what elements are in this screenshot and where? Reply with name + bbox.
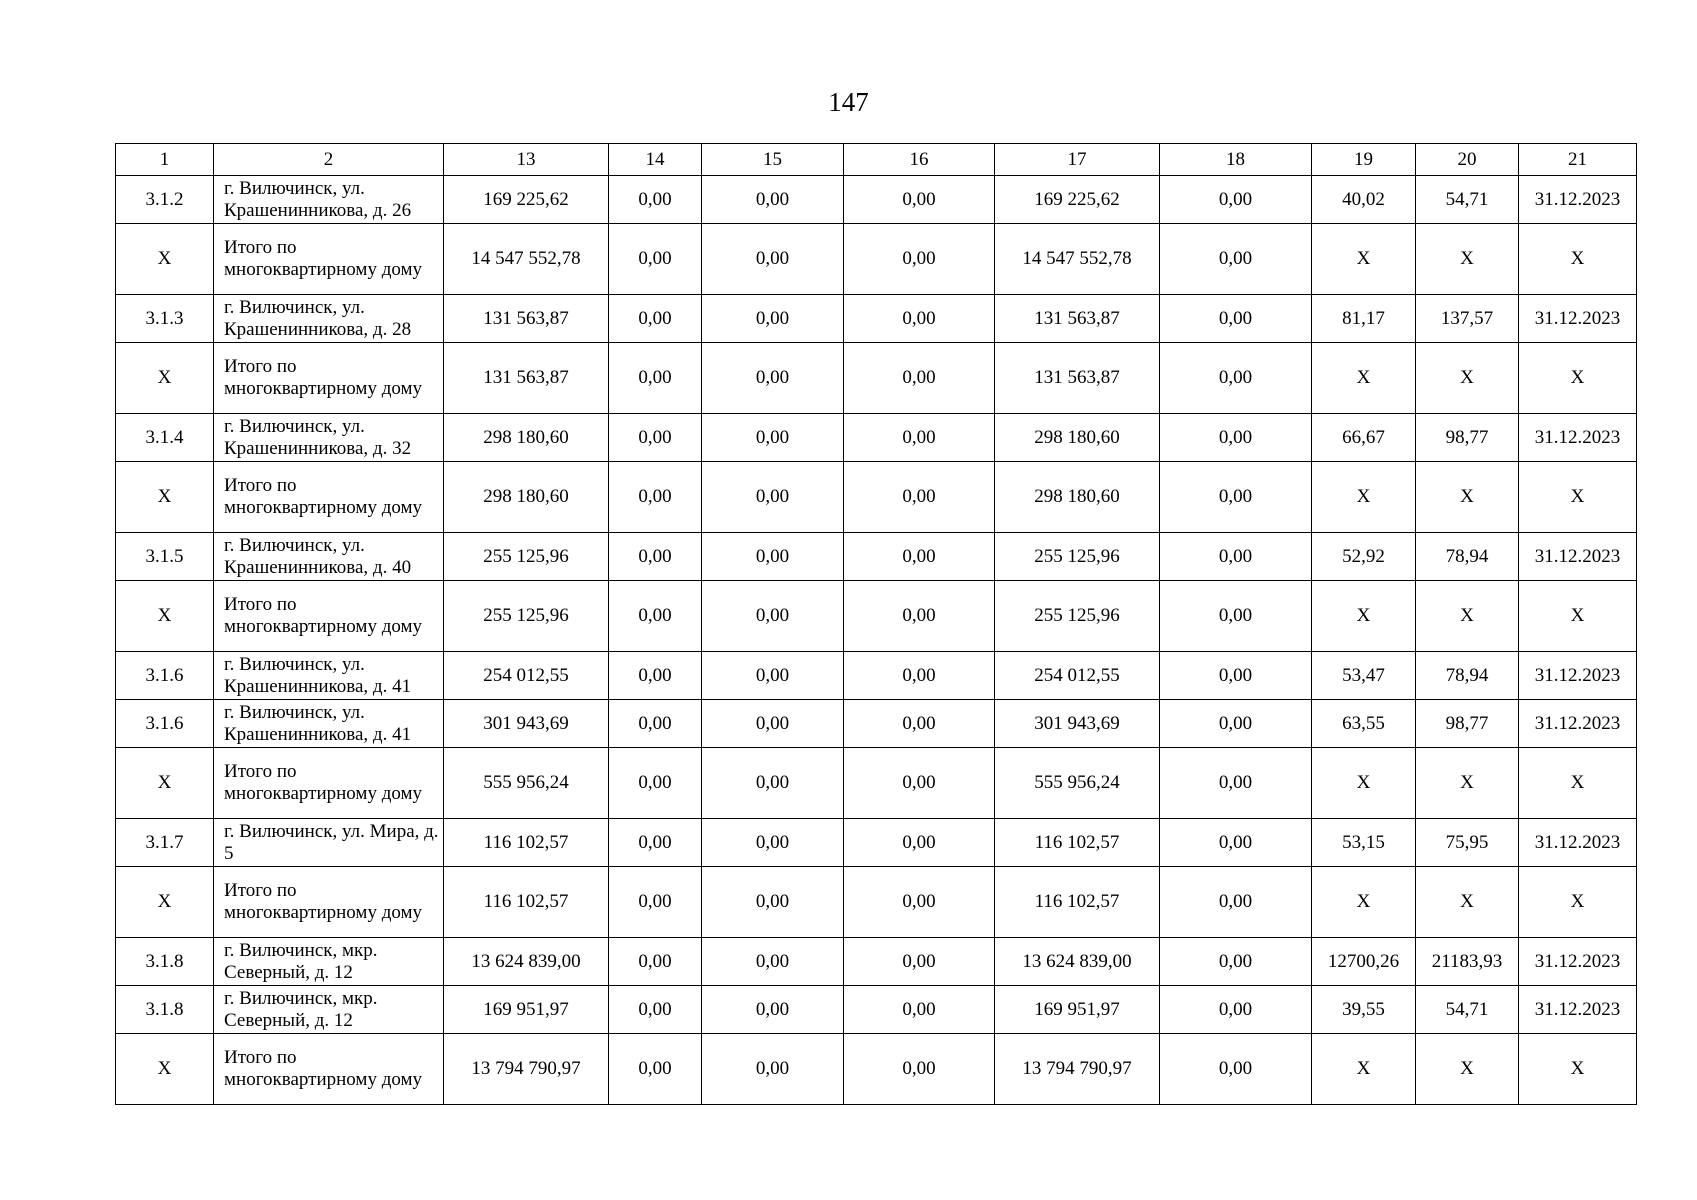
table-cell: X — [1416, 462, 1519, 533]
table-cell: 0,00 — [1160, 343, 1312, 414]
table-cell: 54,71 — [1416, 986, 1519, 1034]
table-cell: 3.1.5 — [116, 533, 214, 581]
table-cell: 40,02 — [1312, 176, 1416, 224]
table-cell: 555 956,24 — [444, 748, 609, 819]
table-cell: X — [1519, 748, 1637, 819]
table-cell: 0,00 — [702, 1034, 844, 1105]
table-row-total — [116, 462, 1637, 533]
table-cell: 254 012,55 — [995, 652, 1160, 700]
table-cell: Итого по многоквартирному дому — [214, 1034, 444, 1105]
table-cell: 169 951,97 — [995, 986, 1160, 1034]
table-cell: 39,55 — [1312, 986, 1416, 1034]
table-cell: 0,00 — [844, 986, 995, 1034]
table-cell: 0,00 — [702, 462, 844, 533]
table-cell: 137,57 — [1416, 295, 1519, 343]
table-cell: X — [1519, 224, 1637, 295]
table-cell: 0,00 — [1160, 867, 1312, 938]
table-cell: 0,00 — [702, 176, 844, 224]
table-cell: 0,00 — [1160, 462, 1312, 533]
table-cell: 0,00 — [609, 581, 702, 652]
header-row — [116, 144, 1637, 176]
table-cell: 0,00 — [1160, 819, 1312, 867]
table-cell: 0,00 — [1160, 1034, 1312, 1105]
table-row — [116, 986, 1637, 1034]
table-cell: 0,00 — [1160, 938, 1312, 986]
table-cell: 0,00 — [1160, 652, 1312, 700]
table-cell: X — [1416, 748, 1519, 819]
table-cell: X — [1519, 581, 1637, 652]
table-cell: X — [1312, 867, 1416, 938]
table-cell: 131 563,87 — [995, 343, 1160, 414]
table-cell: г. Вилючинск, ул. Крашенинникова, д. 26 — [214, 176, 444, 224]
table-cell: 0,00 — [1160, 224, 1312, 295]
table-cell: 75,95 — [1416, 819, 1519, 867]
table-cell: X — [116, 581, 214, 652]
table-cell: 255 125,96 — [444, 533, 609, 581]
table-cell: X — [1519, 343, 1637, 414]
column-header: 1 — [116, 144, 214, 176]
table-cell: 0,00 — [702, 343, 844, 414]
table-cell: 0,00 — [1160, 581, 1312, 652]
table-cell: 0,00 — [702, 748, 844, 819]
table-cell: 14 547 552,78 — [995, 224, 1160, 295]
table-cell: 53,47 — [1312, 652, 1416, 700]
table-cell: X — [1416, 1034, 1519, 1105]
table-cell: 0,00 — [609, 224, 702, 295]
table-cell: 0,00 — [609, 533, 702, 581]
table-cell: 0,00 — [609, 748, 702, 819]
table-cell: X — [1519, 867, 1637, 938]
table-cell: 0,00 — [1160, 414, 1312, 462]
table-cell: г. Вилючинск, мкр. Северный, д. 12 — [214, 986, 444, 1034]
table-body — [116, 176, 1637, 1105]
table-cell: 0,00 — [609, 986, 702, 1034]
table-cell: 301 943,69 — [444, 700, 609, 748]
table-cell: 31.12.2023 — [1519, 938, 1637, 986]
table-cell: 0,00 — [702, 986, 844, 1034]
table-cell: 0,00 — [844, 343, 995, 414]
table-cell: г. Вилючинск, ул. Мира, д. 5 — [214, 819, 444, 867]
table-cell: X — [1416, 581, 1519, 652]
table-cell: 169 225,62 — [444, 176, 609, 224]
table-cell: 0,00 — [609, 343, 702, 414]
table-cell: 0,00 — [844, 819, 995, 867]
table-cell: 301 943,69 — [995, 700, 1160, 748]
table-cell: 14 547 552,78 — [444, 224, 609, 295]
table-cell: X — [1312, 581, 1416, 652]
table-cell: 31.12.2023 — [1519, 819, 1637, 867]
table-cell: 78,94 — [1416, 652, 1519, 700]
table-cell: 0,00 — [609, 1034, 702, 1105]
table-cell: 0,00 — [702, 533, 844, 581]
table-cell: 31.12.2023 — [1519, 533, 1637, 581]
table-cell: 66,67 — [1312, 414, 1416, 462]
table-cell: X — [1312, 224, 1416, 295]
table-cell: 81,17 — [1312, 295, 1416, 343]
table-cell: 0,00 — [702, 819, 844, 867]
data-table — [115, 143, 1637, 1105]
table-row-total — [116, 748, 1637, 819]
table-cell: 116 102,57 — [995, 867, 1160, 938]
table-cell: 131 563,87 — [444, 343, 609, 414]
table-cell: 3.1.6 — [116, 700, 214, 748]
table-cell: 31.12.2023 — [1519, 295, 1637, 343]
column-header: 17 — [995, 144, 1160, 176]
table-cell: 13 624 839,00 — [444, 938, 609, 986]
table-cell: 0,00 — [844, 295, 995, 343]
table-cell: 0,00 — [609, 652, 702, 700]
table-cell: 254 012,55 — [444, 652, 609, 700]
table-cell: X — [116, 462, 214, 533]
table-cell: X — [1416, 224, 1519, 295]
table-cell: 3.1.6 — [116, 652, 214, 700]
table-cell: X — [116, 1034, 214, 1105]
table-cell: 12700,26 — [1312, 938, 1416, 986]
table-cell: 0,00 — [844, 224, 995, 295]
table-cell: 3.1.4 — [116, 414, 214, 462]
table-row — [116, 938, 1637, 986]
table-row-total — [116, 1034, 1637, 1105]
table-row — [116, 414, 1637, 462]
table-cell: 169 951,97 — [444, 986, 609, 1034]
table-cell: г. Вилючинск, ул. Крашенинникова, д. 28 — [214, 295, 444, 343]
table-cell: 0,00 — [844, 581, 995, 652]
table-row — [116, 819, 1637, 867]
table-cell: 0,00 — [609, 700, 702, 748]
table-cell: 116 102,57 — [995, 819, 1160, 867]
table-cell: 255 125,96 — [444, 581, 609, 652]
table-cell: X — [1519, 462, 1637, 533]
table-cell: 0,00 — [1160, 700, 1312, 748]
table-cell: Итого по многоквартирному дому — [214, 867, 444, 938]
table-cell: 3.1.2 — [116, 176, 214, 224]
table-row-total — [116, 224, 1637, 295]
table-cell: Итого по многоквартирному дому — [214, 748, 444, 819]
column-header: 19 — [1312, 144, 1416, 176]
table-cell: 53,15 — [1312, 819, 1416, 867]
column-header: 16 — [844, 144, 995, 176]
table-cell: 0,00 — [844, 700, 995, 748]
column-header: 14 — [609, 144, 702, 176]
table-cell: 116 102,57 — [444, 867, 609, 938]
table-cell: 13 624 839,00 — [995, 938, 1160, 986]
table-cell: 0,00 — [702, 867, 844, 938]
table-cell: 0,00 — [844, 867, 995, 938]
table-cell: 0,00 — [844, 652, 995, 700]
column-header: 20 — [1416, 144, 1519, 176]
table-cell: 13 794 790,97 — [444, 1034, 609, 1105]
table-cell: X — [1312, 748, 1416, 819]
table-cell: X — [1312, 462, 1416, 533]
table-cell: X — [1312, 1034, 1416, 1105]
table-cell: 555 956,24 — [995, 748, 1160, 819]
table-cell: 0,00 — [844, 748, 995, 819]
table-cell: 0,00 — [702, 224, 844, 295]
table-cell: 0,00 — [844, 533, 995, 581]
table-cell: 31.12.2023 — [1519, 176, 1637, 224]
table-cell: г. Вилючинск, ул. Крашенинникова, д. 41 — [214, 700, 444, 748]
table-cell: 0,00 — [702, 295, 844, 343]
table-row-total — [116, 581, 1637, 652]
table-cell: 31.12.2023 — [1519, 700, 1637, 748]
table-cell: 3.1.7 — [116, 819, 214, 867]
table-cell: Итого по многоквартирному дому — [214, 224, 444, 295]
table-cell: Итого по многоквартирному дому — [214, 581, 444, 652]
table-cell: 0,00 — [702, 652, 844, 700]
table-cell: 0,00 — [844, 414, 995, 462]
table-cell: 31.12.2023 — [1519, 414, 1637, 462]
table-cell: 0,00 — [844, 1034, 995, 1105]
table-cell: X — [116, 867, 214, 938]
table-cell: X — [1312, 343, 1416, 414]
column-header: 18 — [1160, 144, 1312, 176]
table-cell: 98,77 — [1416, 414, 1519, 462]
page-number: 147 — [828, 87, 869, 117]
table-cell: 31.12.2023 — [1519, 986, 1637, 1034]
table-row — [116, 533, 1637, 581]
table-cell: X — [116, 343, 214, 414]
table-cell: г. Вилючинск, ул. Крашенинникова, д. 32 — [214, 414, 444, 462]
table-row — [116, 295, 1637, 343]
table-cell: X — [1519, 1034, 1637, 1105]
table-cell: X — [116, 748, 214, 819]
table-cell: 54,71 — [1416, 176, 1519, 224]
table-cell: 0,00 — [702, 581, 844, 652]
table-cell: 131 563,87 — [444, 295, 609, 343]
table-cell: 0,00 — [844, 938, 995, 986]
table-cell: 3.1.8 — [116, 986, 214, 1034]
table-cell: 13 794 790,97 — [995, 1034, 1160, 1105]
table-cell: X — [1416, 867, 1519, 938]
table-cell: 21183,93 — [1416, 938, 1519, 986]
table-cell: 0,00 — [702, 938, 844, 986]
table-cell: 0,00 — [1160, 748, 1312, 819]
table-cell: 131 563,87 — [995, 295, 1160, 343]
table-cell: 255 125,96 — [995, 581, 1160, 652]
table-cell: 169 225,62 — [995, 176, 1160, 224]
table-cell: 31.12.2023 — [1519, 652, 1637, 700]
table-cell: 116 102,57 — [444, 819, 609, 867]
table-cell: 298 180,60 — [444, 414, 609, 462]
table-cell: X — [116, 224, 214, 295]
table-cell: 298 180,60 — [995, 414, 1160, 462]
table-cell: 0,00 — [1160, 986, 1312, 1034]
table-row — [116, 700, 1637, 748]
table-cell: 0,00 — [1160, 295, 1312, 343]
table-row — [116, 176, 1637, 224]
table-cell: 0,00 — [609, 462, 702, 533]
table-cell: 0,00 — [609, 819, 702, 867]
table-cell: Итого по многоквартирному дому — [214, 343, 444, 414]
table-cell: 0,00 — [1160, 533, 1312, 581]
table-cell: 0,00 — [844, 462, 995, 533]
table-row-total — [116, 343, 1637, 414]
table-cell: 0,00 — [702, 414, 844, 462]
column-header: 15 — [702, 144, 844, 176]
table-cell: 52,92 — [1312, 533, 1416, 581]
table-row-total — [116, 867, 1637, 938]
table-cell: 0,00 — [609, 938, 702, 986]
table-cell: Итого по многоквартирному дому — [214, 462, 444, 533]
table-cell: 0,00 — [609, 295, 702, 343]
table-cell: 298 180,60 — [995, 462, 1160, 533]
table-cell: X — [1416, 343, 1519, 414]
table-cell: 0,00 — [609, 414, 702, 462]
column-header: 13 — [444, 144, 609, 176]
table-cell: 0,00 — [1160, 176, 1312, 224]
table-cell: 0,00 — [609, 867, 702, 938]
table-cell: 63,55 — [1312, 700, 1416, 748]
table-cell: г. Вилючинск, мкр. Северный, д. 12 — [214, 938, 444, 986]
table-cell: 3.1.8 — [116, 938, 214, 986]
table-cell: г. Вилючинск, ул. Крашенинникова, д. 41 — [214, 652, 444, 700]
table-cell: 255 125,96 — [995, 533, 1160, 581]
table-row — [116, 652, 1637, 700]
table-cell: 78,94 — [1416, 533, 1519, 581]
table-cell: 3.1.3 — [116, 295, 214, 343]
column-header: 2 — [214, 144, 444, 176]
table-cell: 0,00 — [609, 176, 702, 224]
table-cell: г. Вилючинск, ул. Крашенинникова, д. 40 — [214, 533, 444, 581]
table-cell: 0,00 — [844, 176, 995, 224]
table-cell: 298 180,60 — [444, 462, 609, 533]
column-header: 21 — [1519, 144, 1637, 176]
table-cell: 0,00 — [702, 700, 844, 748]
table-cell: 98,77 — [1416, 700, 1519, 748]
